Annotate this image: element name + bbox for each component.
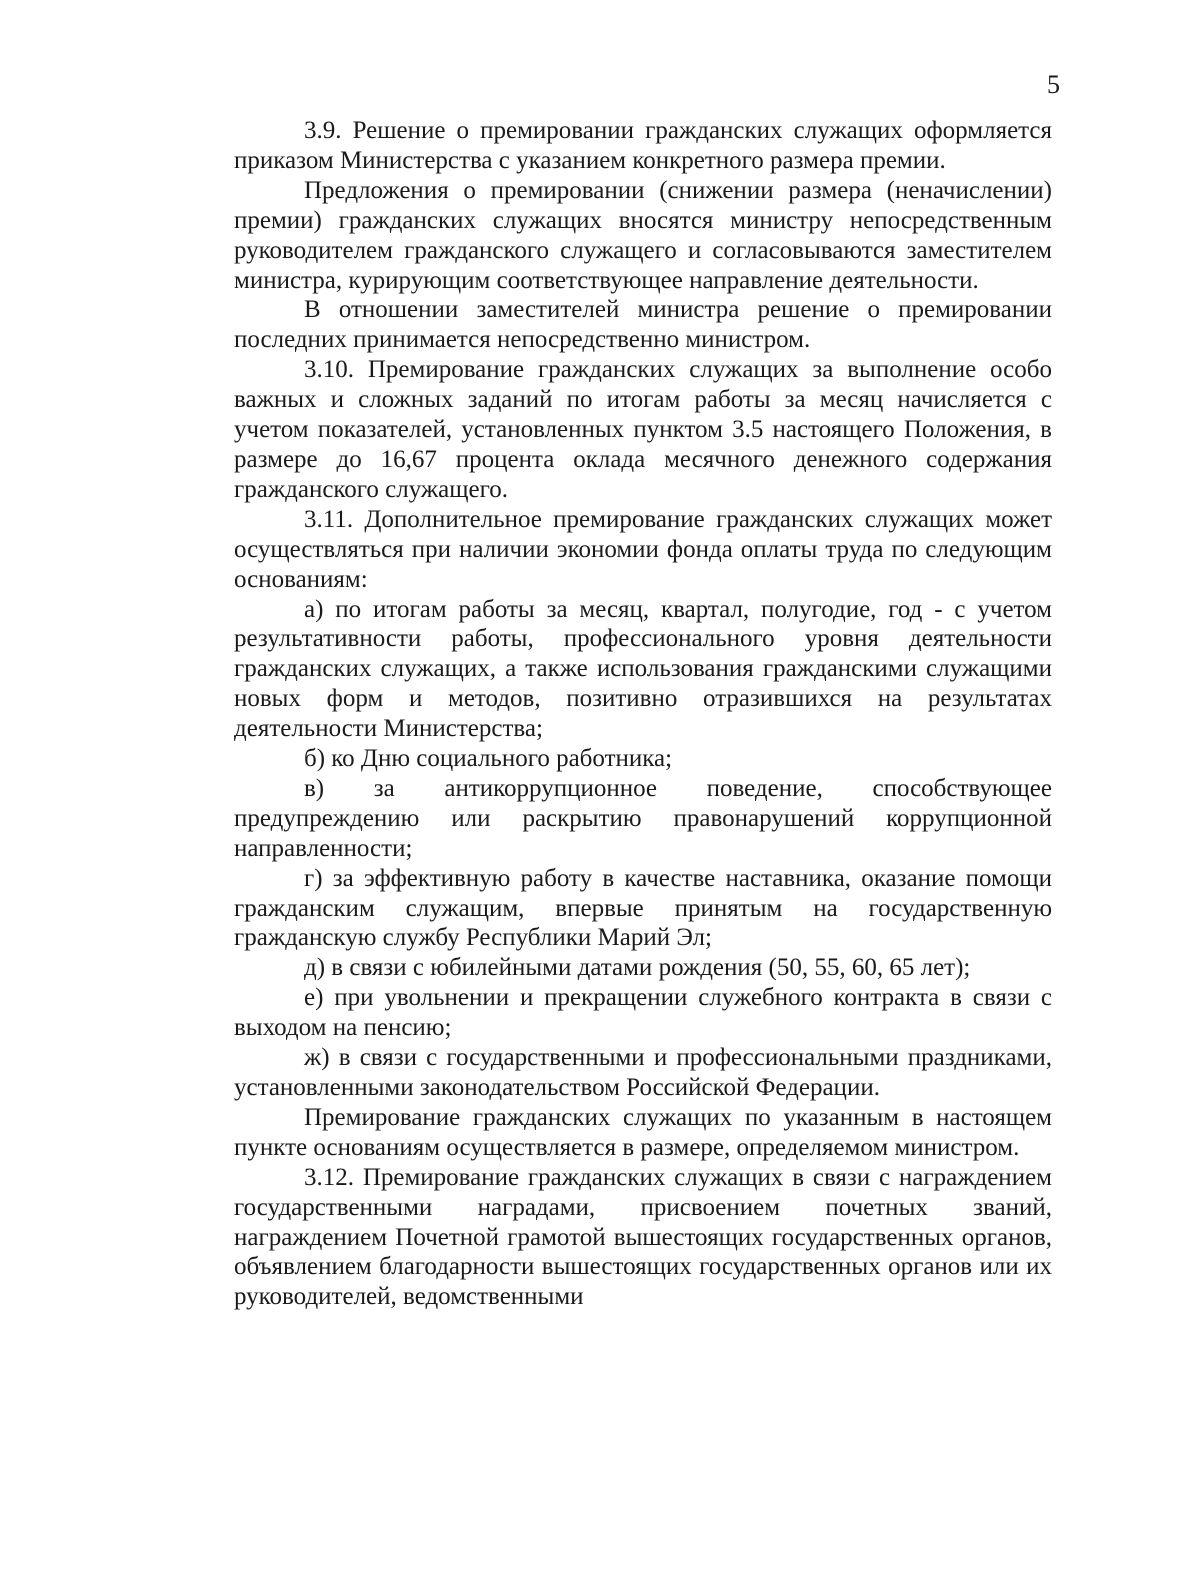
list-item-g: г) за эффективную работу в качестве наставника, оказание помощи гражданским служащим, впервые принятым на государственную гражданскую службу Республики Марий Эл; bbox=[234, 864, 1052, 952]
list-item-zh: ж) в связи с государственными и профессиональными праздниками, установленными законодательством Российской Федерации. bbox=[234, 1044, 1052, 1101]
paragraph-3-10: 3.10. Премирование гражданских служащих за выполнение особо важных и сложных заданий по итогам работы за месяц начисляется с учетом показателей, установленных пунктом 3.5 настоящего Положения, в размере до 16,67 процента оклада месячного денежного содержания гражданского служащего. bbox=[234, 356, 1052, 503]
paragraph-proposals: Предложения о премировании (снижении размера (неначислении) премии) гражданских служащих вносятся министру непосредственным руководителем гражданского служащего и согласовываются заместителем министра, курирующим соответствующее направление деятельности. bbox=[234, 176, 1052, 294]
list-item-e: е) при увольнении и прекращении служебного контракта в связи с выходом на пенсию; bbox=[234, 984, 1052, 1042]
paragraph-3-11: 3.11. Дополнительное премирование гражданских служащих может осуществляться при наличии экономии фонда оплаты труда по следующим основаниям: bbox=[234, 505, 1052, 593]
page-number: 5 bbox=[1047, 70, 1060, 99]
list-item-v: в) за антикоррупционное поведение, способствующее предупреждению или раскрытию правонарушений коррупционной направленности; bbox=[234, 774, 1052, 862]
list-item-b: б) ко Дню социального работника; bbox=[304, 745, 673, 773]
paragraph-deputies: В отношении заместителей министра решение о премировании последних принимается непосредственно министром. bbox=[234, 296, 1052, 354]
list-item-d: д) в связи с юбилейными датами рождения (50, 55, 60, 65 лет); bbox=[304, 954, 971, 982]
paragraph-3-9: 3.9. Решение о премировании гражданских служащих оформляется приказом Министерства с указанием конкретного размера премии. bbox=[234, 117, 1052, 174]
list-item-a: а) по итогам работы за месяц, квартал, полугодие, год - с учетом результативности работы, профессионального уровня деятельности гражданских служащих, а также использования гражданскими служащими новых форм и методов, позитивно отразившихся на результатах деятельности Министерства; bbox=[234, 595, 1052, 743]
paragraph-bonus-amount: Премирование гражданских служащих по указанным в настоящем пункте основаниям осуществляется в размере, определяемом министром. bbox=[234, 1103, 1052, 1161]
document-body bbox=[234, 116, 1052, 1312]
paragraph-3-12: 3.12. Премирование гражданских служащих в связи с награждением государственными наградами, присвоением почетных званий, награждением Почетной грамотой вышестоящих государственных органов, объявлением благодарности вышестоящих государственных органов или их руководителей, ведомственными bbox=[234, 1163, 1052, 1311]
